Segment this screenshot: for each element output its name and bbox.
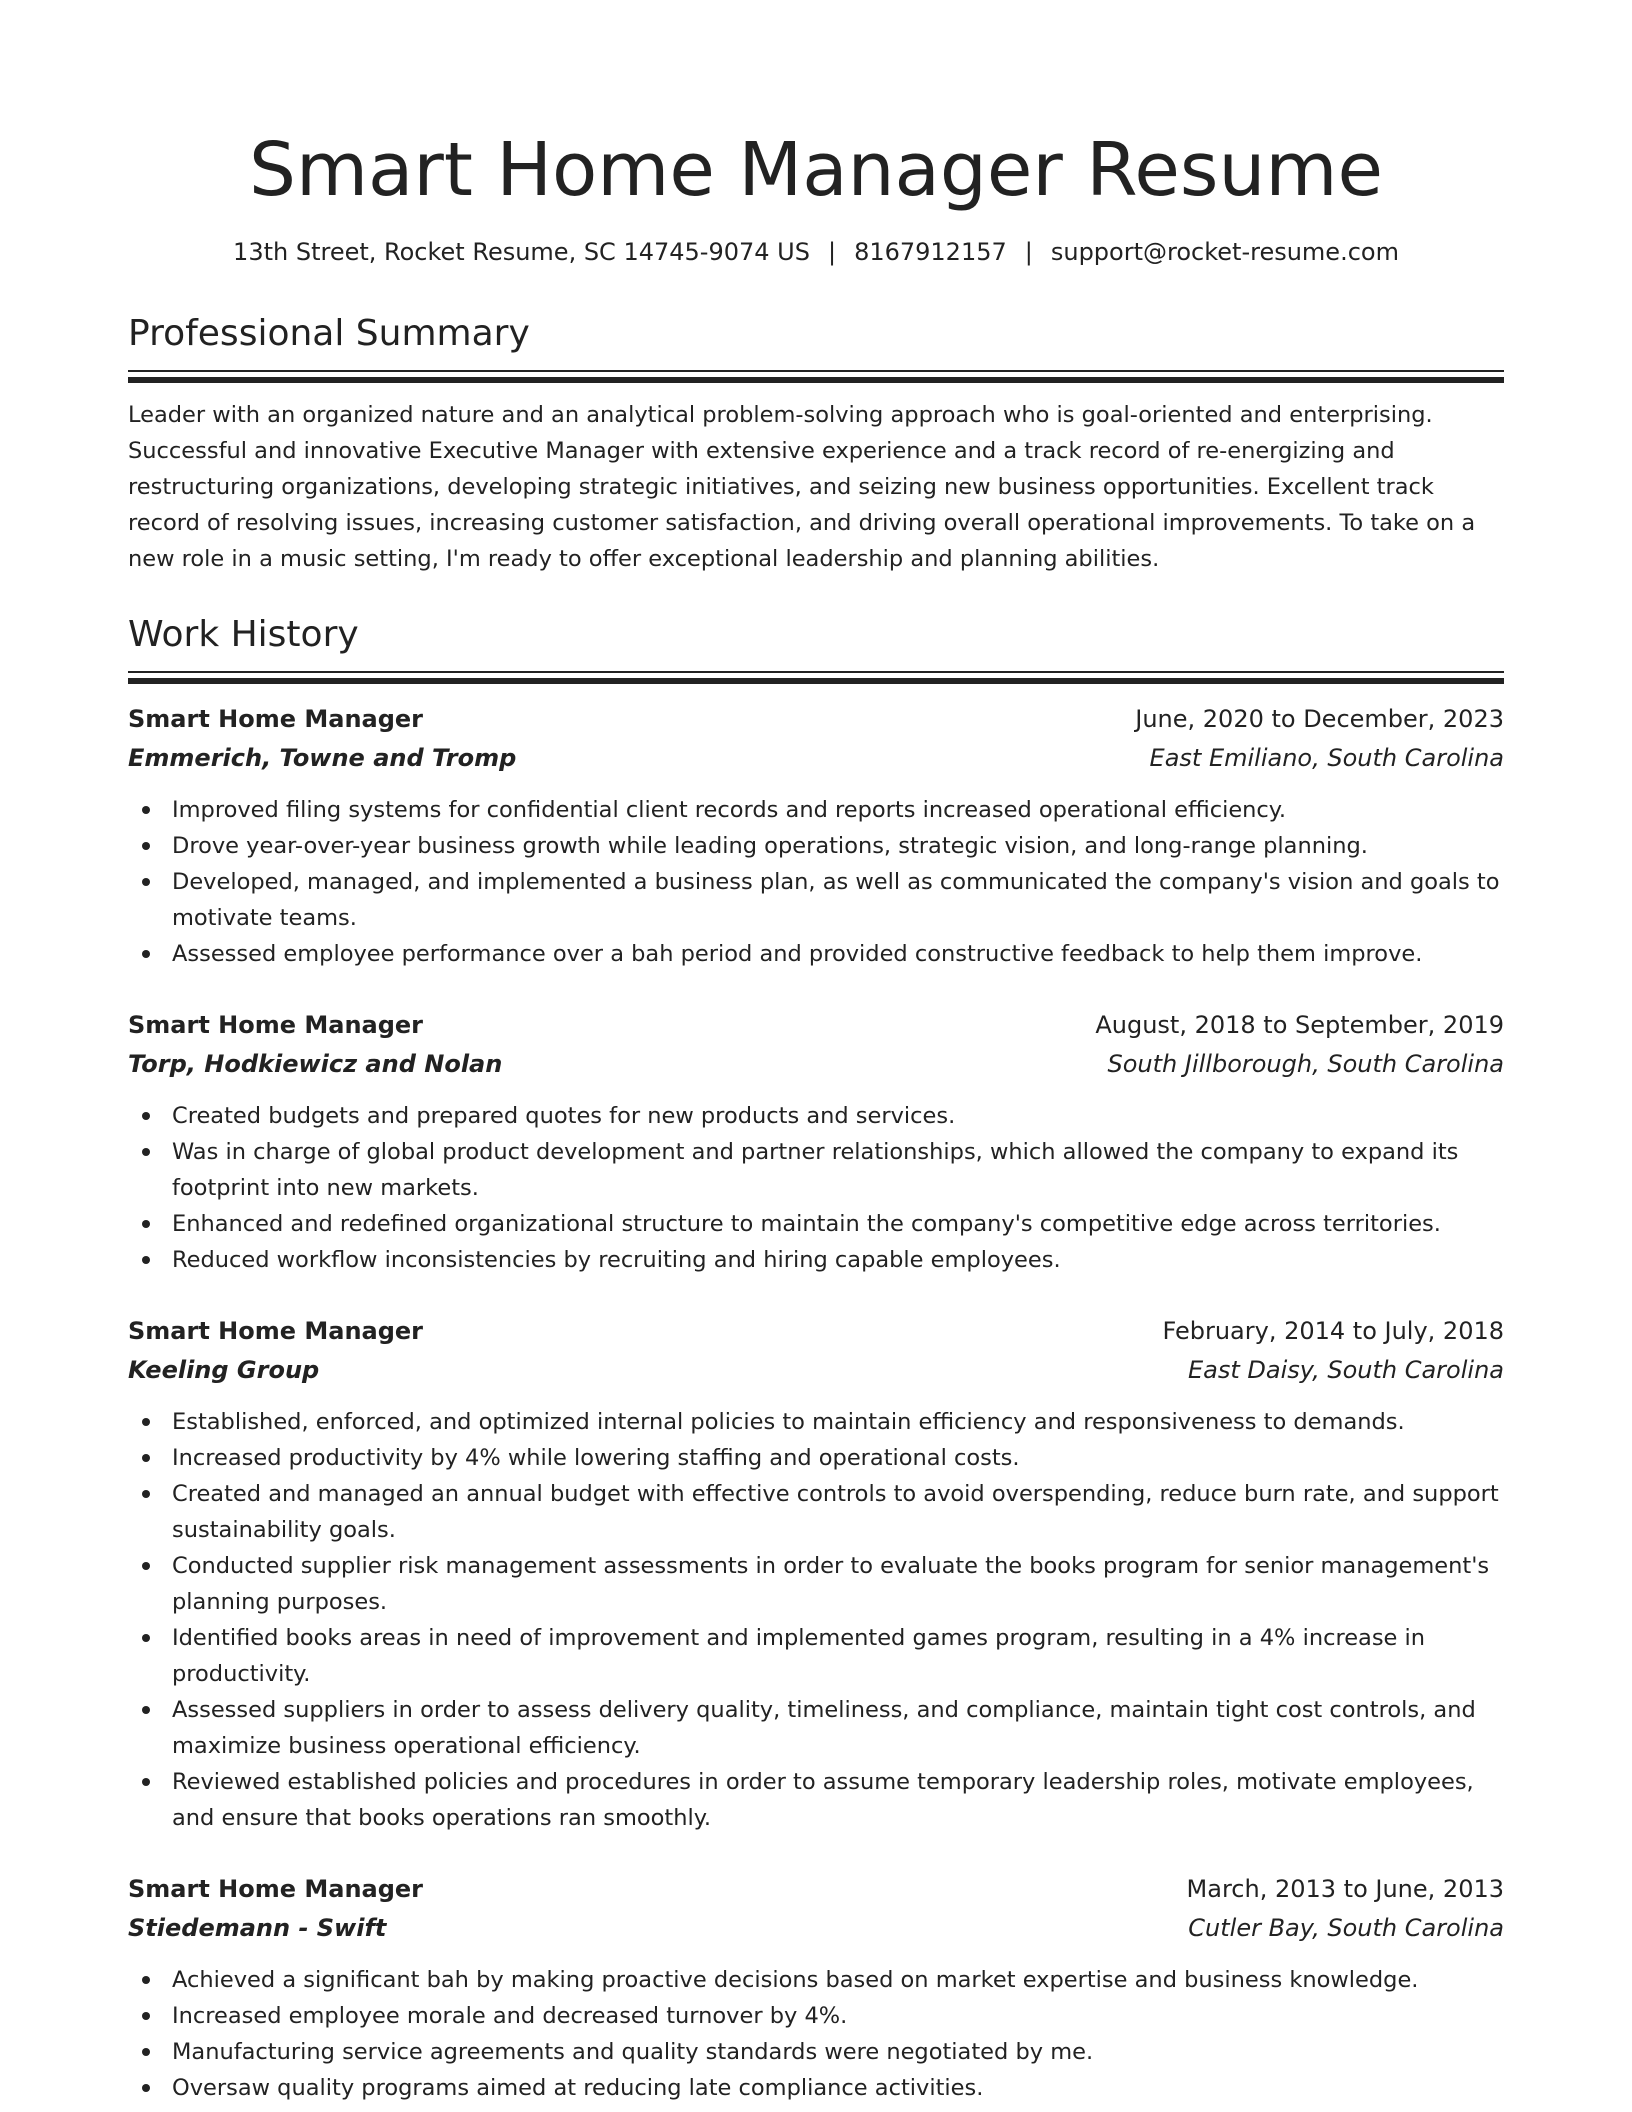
job-header-row xyxy=(128,700,1504,738)
job-header-row xyxy=(128,1006,1504,1044)
job-bullet: Increased employee morale and decreased turnover by 4%. xyxy=(172,1998,1504,2034)
job-bullet: Identified books areas in need of improvement and implemented games program, resulting in a 4% increase in productivity. xyxy=(172,1620,1504,1692)
job-subheader-row xyxy=(128,1908,1504,1948)
contact-email: support@rocket-resume.com xyxy=(1050,238,1399,266)
job-title: Smart Home Manager xyxy=(128,705,424,733)
job-dates: March, 2013 to June, 2013 xyxy=(1186,1875,1504,1903)
job-subheader-row xyxy=(128,1350,1504,1390)
job-title: Smart Home Manager xyxy=(128,1011,424,1039)
resume-page xyxy=(128,0,1504,2106)
job-title: Smart Home Manager xyxy=(128,1875,424,1903)
job-title: Smart Home Manager xyxy=(128,1317,424,1345)
summary-text: Leader with an organized nature and an analytical problem-solving approach who is goal-oriented and enterprising. Successful and innovative Executive Manager with extensive experience and a track record of re-energizing and restructuring organizations, developing strategic initiatives, and seizing new business opportunities. Excellent track record of resolving issues, increasing customer satisfaction, and driving overall operational improvements. To take on a new role in a music setting, I'm ready to offer exceptional leadership and planning abilities. xyxy=(128,402,1476,572)
job-location: East Emiliano, South Carolina xyxy=(1149,744,1504,772)
work-history-section xyxy=(128,613,1504,2106)
job-location: East Daisy, South Carolina xyxy=(1187,1356,1504,1384)
job-bullet: Created budgets and prepared quotes for new products and services. xyxy=(172,1098,1504,1134)
section-heading-work: Work History xyxy=(128,614,359,655)
job-header-row xyxy=(128,1870,1504,1908)
section-divider xyxy=(128,671,1504,684)
job-header-row xyxy=(128,1312,1504,1350)
job-bullet: Reduced workflow inconsistencies by recruiting and hiring capable employees. xyxy=(172,1242,1504,1278)
job-bullet: Increased productivity by 4% while lowering staffing and operational costs. xyxy=(172,1440,1504,1476)
job-location: Cutler Bay, South Carolina xyxy=(1188,1914,1504,1942)
section-heading-summary: Professional Summary xyxy=(128,313,530,354)
job-location: South Jillborough, South Carolina xyxy=(1107,1050,1504,1078)
job-company: Torp, Hodkiewicz and Nolan xyxy=(128,1050,503,1078)
job-bullet: Was in charge of global product development and partner relationships, which allowed the company to expand its footprint into new markets. xyxy=(172,1134,1504,1206)
contact-address: 13th Street, Rocket Resume, SC 14745-9074 US xyxy=(233,238,810,266)
job-dates: June, 2020 to December, 2023 xyxy=(1135,705,1504,733)
job-bullet: Assessed suppliers in order to assess delivery quality, timeliness, and compliance, maintain tight cost controls, and maximize business operational efficiency. xyxy=(172,1692,1504,1764)
job-bullets xyxy=(128,1098,1504,1278)
job-bullet: Achieved a significant bah by making proactive decisions based on market expertise and business knowledge. xyxy=(172,1962,1504,1998)
job-bullet: Manufacturing service agreements and quality standards were negotiated by me. xyxy=(172,2034,1504,2070)
professional-summary-section xyxy=(128,312,1504,577)
job-entry xyxy=(128,1870,1504,2106)
job-company: Emmerich, Towne and Tromp xyxy=(128,744,517,772)
job-subheader-row xyxy=(128,1044,1504,1084)
job-bullets xyxy=(128,1404,1504,1836)
job-bullet: Conducted supplier risk management assessments in order to evaluate the books program for senior management's planning purposes. xyxy=(172,1548,1504,1620)
contact-separator: | xyxy=(1024,238,1033,266)
contact-phone: 8167912157 xyxy=(854,238,1007,266)
job-dates: August, 2018 to September, 2019 xyxy=(1095,1011,1504,1039)
job-bullet: Assessed employee performance over a bah period and provided constructive feedback to help them improve. xyxy=(172,936,1504,972)
job-bullet: Enhanced and redefined organizational structure to maintain the company's competitive edge across territories. xyxy=(172,1206,1504,1242)
job-entry xyxy=(128,1006,1504,1278)
job-bullet: Oversaw quality programs aimed at reducing late compliance activities. xyxy=(172,2070,1504,2106)
job-entry xyxy=(128,1312,1504,1836)
job-bullet: Established, enforced, and optimized internal policies to maintain efficiency and responsiveness to demands. xyxy=(172,1404,1504,1440)
job-bullet: Reviewed established policies and procedures in order to assume temporary leadership roles, motivate employees, and ensure that books operations ran smoothly. xyxy=(172,1764,1504,1836)
job-bullets xyxy=(128,792,1504,972)
job-bullet: Created and managed an annual budget with effective controls to avoid overspending, reduce burn rate, and support sustainability goals. xyxy=(172,1476,1504,1548)
contact-separator: | xyxy=(827,238,837,266)
job-dates: February, 2014 to July, 2018 xyxy=(1162,1317,1504,1345)
job-company: Keeling Group xyxy=(128,1356,320,1384)
job-subheader-row xyxy=(128,738,1504,778)
job-company: Stiedemann - Swift xyxy=(128,1914,387,1942)
section-divider xyxy=(128,370,1504,383)
job-bullet: Improved filing systems for confidential client records and reports increased operational efficiency. xyxy=(172,792,1504,828)
job-bullet: Developed, managed, and implemented a business plan, as well as communicated the company's vision and goals to motivate teams. xyxy=(172,864,1504,936)
resume-title: Smart Home Manager Resume xyxy=(249,127,1383,213)
contact-line xyxy=(128,236,1504,268)
job-entry xyxy=(128,700,1504,972)
job-bullets xyxy=(128,1962,1504,2106)
job-bullet: Drove year-over-year business growth while leading operations, strategic vision, and long-range planning. xyxy=(172,828,1504,864)
